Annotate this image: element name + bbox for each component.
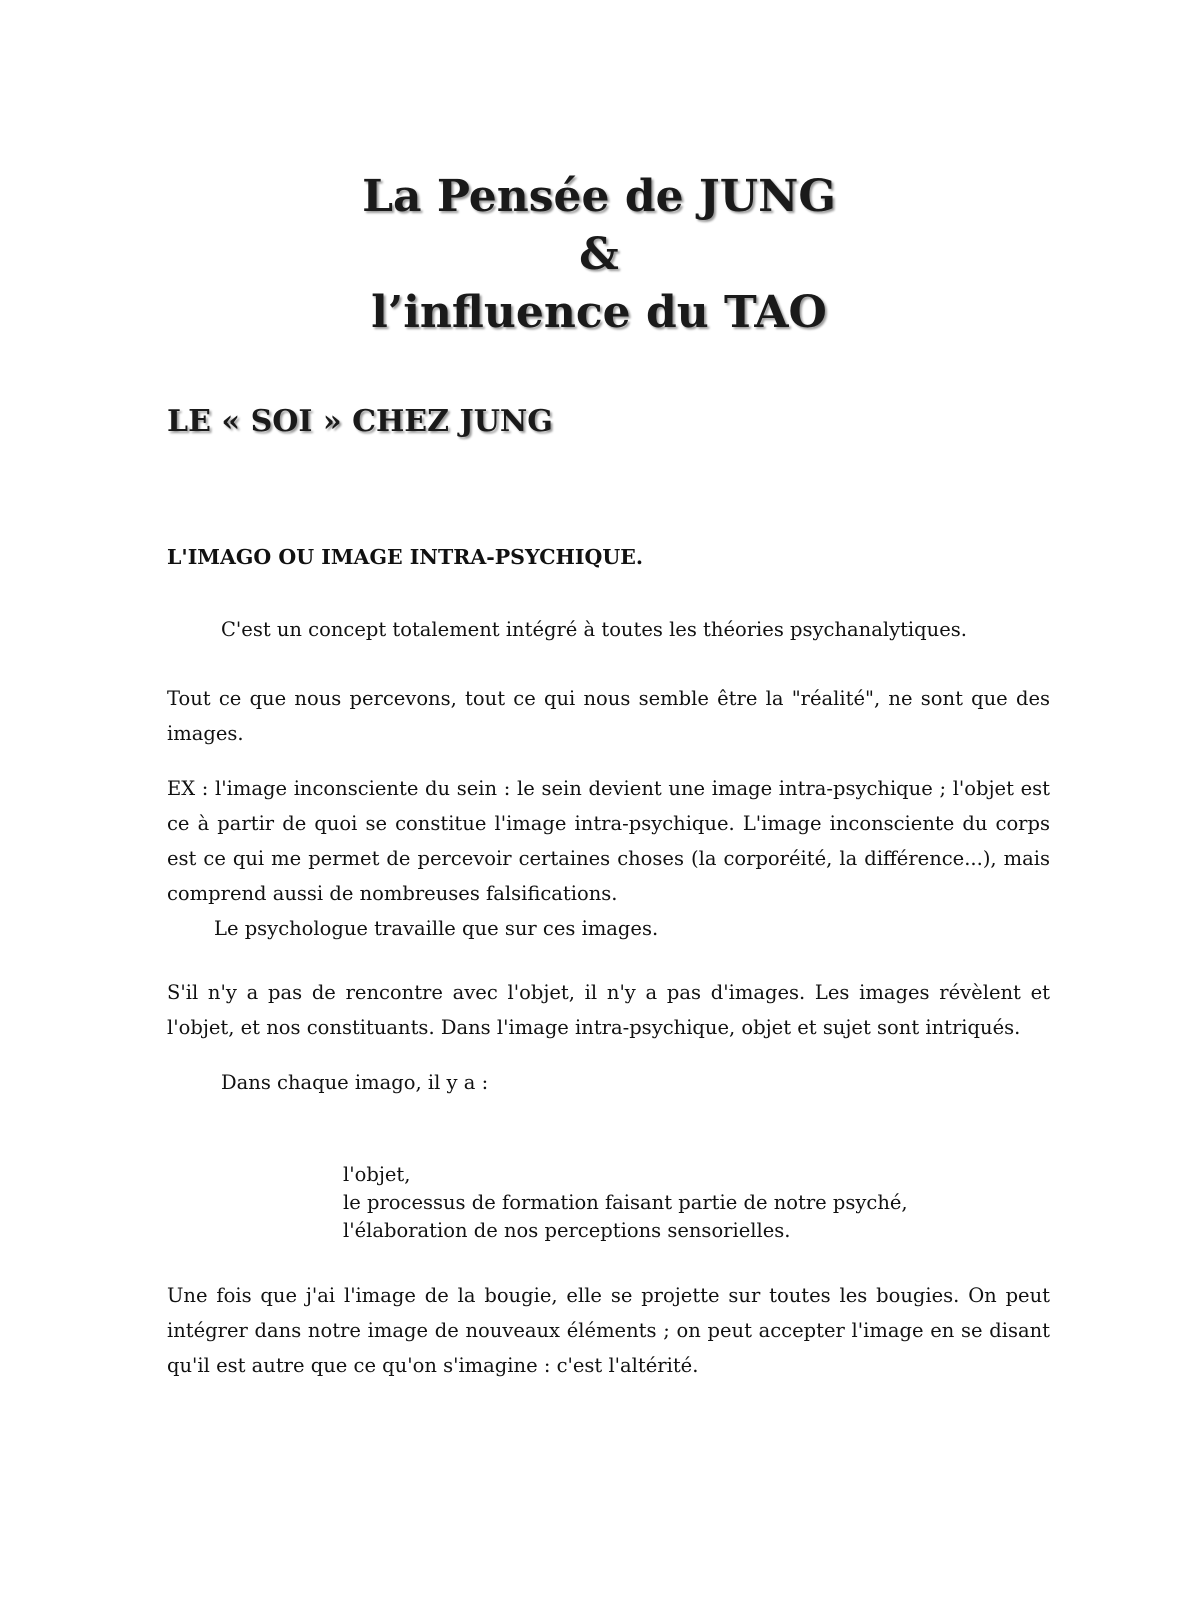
paragraph-4: Le psychologue travaille que sur ces images. [214,917,659,940]
paragraph-2: Tout ce que nous percevons, tout ce qui nous semble être la "réalité", ne sont que des images. [167,687,1050,745]
imago-list [343,1161,908,1245]
paragraph-5: S'il n'y a pas de rencontre avec l'objet, il n'y a pas d'images. Les images révèlent et l'objet, et nos constituants. Dans l'image intra-psychique, objet et sujet sont intriqués. [167,981,1050,1039]
title-line-3: l’influence du TAO [371,287,827,338]
paragraph-3: EX : l'image inconsciente du sein : le sein devient une image intra-psychique ; l'objet est ce à partir de quoi se constitue l'image intra-psychique. L'image inconsciente du corps est ce qui me permet de percevoir certaines choses (la corporéité, la différence...), mais comprend aussi de nombreuses falsifications. [167,777,1050,905]
document-title [0,168,1198,342]
list-item: le processus de formation faisant partie de notre psyché, [343,1191,908,1214]
title-line-1: La Pensée de JUNG [362,171,836,222]
subsection-heading: L'IMAGO OU IMAGE INTRA-PSYCHIQUE. [167,545,644,569]
list-item: l'élaboration de nos perceptions sensorielles. [343,1219,791,1242]
section-heading: LE « SOI » CHEZ JUNG [167,404,553,439]
paragraph-6: Dans chaque imago, il y a : [221,1071,489,1094]
list-item: l'objet, [343,1163,411,1186]
paragraph-1: C'est un concept totalement intégré à toutes les théories psychanalytiques. [221,618,967,641]
paragraph-7: Une fois que j'ai l'image de la bougie, elle se projette sur toutes les bougies. On peut intégrer dans notre image de nouveaux éléments ; on peut accepter l'image en se disant qu'il est autre que ce qu'on s'imagine : c'est l'altérité. [167,1284,1050,1377]
title-line-2: & [579,229,619,280]
